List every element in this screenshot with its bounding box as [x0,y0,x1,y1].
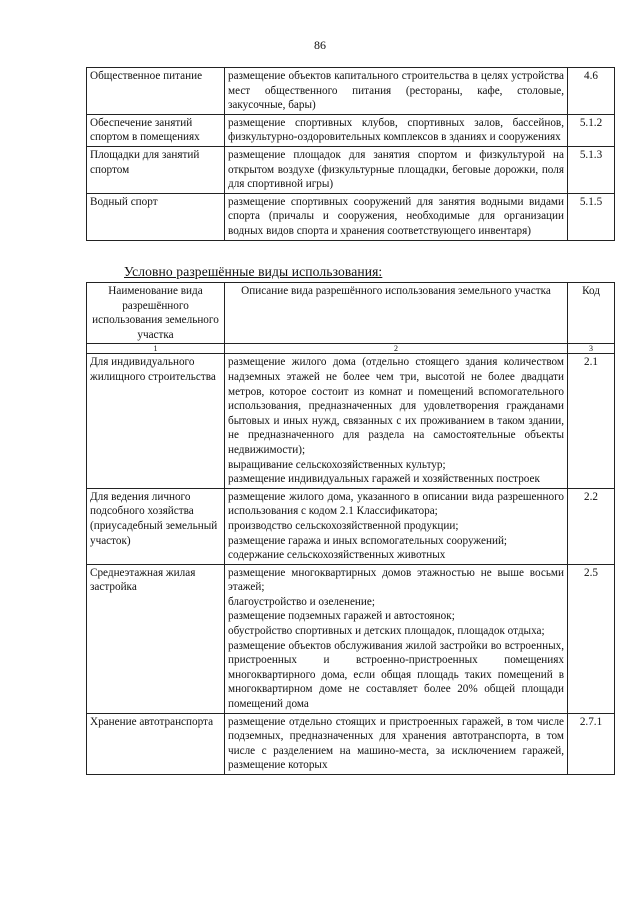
use-description-cell: размещение площадок для занятия спортом и физкультурой на открытом воздухе (физкультурные площадки, беговые дорожки, поля для спортивной игры) [225,146,568,193]
use-code-cell: 2.7.1 [568,713,615,774]
description-line: обустройство спортивных и детских площадок, площадок отдыха; [228,625,545,638]
use-name-cell: Общественное питание [87,68,225,115]
use-description-cell [225,354,568,488]
table-row [87,564,615,713]
use-code-cell: 5.1.3 [568,146,615,193]
description-line: выращивание сельскохозяйственных культур; [228,458,446,471]
table-row [87,114,615,146]
use-code-cell: 4.6 [568,68,615,115]
table-row [87,713,615,774]
conditional-uses-table [86,282,615,775]
use-description-cell [225,564,568,713]
use-name-cell: Для ведения личного подсобного хозяйства (приусадебный земельный участок) [87,488,225,564]
description-line: размещение индивидуальных гаражей и хозяйственных построек [228,473,540,486]
table-row [87,68,615,115]
use-description-cell: размещение объектов капитального строительства в целях устройства мест общественного питания (рестораны, кафе, столовые, закусочные, бары) [225,68,568,115]
use-code-cell: 2.2 [568,488,615,564]
use-description-cell: размещение спортивных клубов, спортивных залов, бассейнов, физкультурно-оздоровительных комплексов в зданиях и сооружениях [225,114,568,146]
description-line: размещение подземных гаражей и автостоянок; [228,610,455,623]
column-number: 1 [87,344,225,354]
description-line: размещение многоквартирных домов этажностью не выше восьми этажей; [228,566,564,594]
use-description-cell [225,713,568,774]
use-name-cell: Хранение автотранспорта [87,713,225,774]
use-name-cell: Площадки для занятий спортом [87,146,225,193]
use-description-cell [225,488,568,564]
description-line: размещение отдельно стоящих и пристроенных гаражей, в том числе подземных, предназначенных для хранения автотранспорта, в том числе с разделением на машино-места, за исключением гаражей, размещение которых [228,715,564,772]
section-heading: Условно разрешённые виды использования: [124,264,383,279]
use-name-cell: Для индивидуального жилищного строительства [87,354,225,488]
table-row [87,193,615,240]
use-code-cell: 2.5 [568,564,615,713]
column-number-row [87,344,615,354]
description-line: размещение жилого дома, указанного в описании вида разрешенного использования с кодом 2.1 Классификатора; [228,490,564,518]
use-name-cell: Среднеэтажная жилая застройка [87,564,225,713]
header-name-cell: Наименование вида разрешённого использования земельного участка [87,283,225,344]
description-line: размещение жилого дома (отдельно стоящего здания количеством надземных этажей не более чем три, высотой не более двадцати метров, которое состоит из комнат и помещений вспомогательного использования, предназначенных для удовлетворения гражданами бытовых и иных нужд, связанных с их проживанием в таком здании, не предназначенного для раздела на самостоятельные объекты недвижимости); [228,356,564,456]
use-description-cell: размещение спортивных сооружений для занятия водными видами спорта (причалы и сооружения, необходимые для организации водных видов спорта и хранения соответствующего инвентаря) [225,193,568,240]
table-row [87,488,615,564]
use-code-cell: 2.1 [568,354,615,488]
use-name-cell: Обеспечение занятий спортом в помещениях [87,114,225,146]
description-line: размещение объектов обслуживания жилой застройки во встроенных, пристроенных и встроенно-пристроенных помещениях многоквартирного дома, если общая площадь таких помещений в многоквартирном доме не составляет более 20% общей площади помещений дома [228,639,564,711]
table-row [87,354,615,488]
use-code-cell: 5.1.5 [568,193,615,240]
page-number: 86 [314,38,326,52]
description-line: содержание сельскохозяйственных животных [228,549,446,562]
column-number: 3 [568,344,615,354]
use-code-cell: 5.1.2 [568,114,615,146]
description-line: благоустройство и озеленение; [228,595,375,608]
permitted-uses-table [86,67,615,241]
table-header-row [87,283,615,344]
header-code-cell: Код [568,283,615,344]
header-desc-cell: Описание вида разрешённого использования земельного участка [225,283,568,344]
use-name-cell: Водный спорт [87,193,225,240]
description-line: размещение гаража и иных вспомогательных сооружений; [228,534,508,547]
table-row [87,146,615,193]
description-line: производство сельскохозяйственной продукции; [228,519,459,532]
column-number: 2 [225,344,568,354]
